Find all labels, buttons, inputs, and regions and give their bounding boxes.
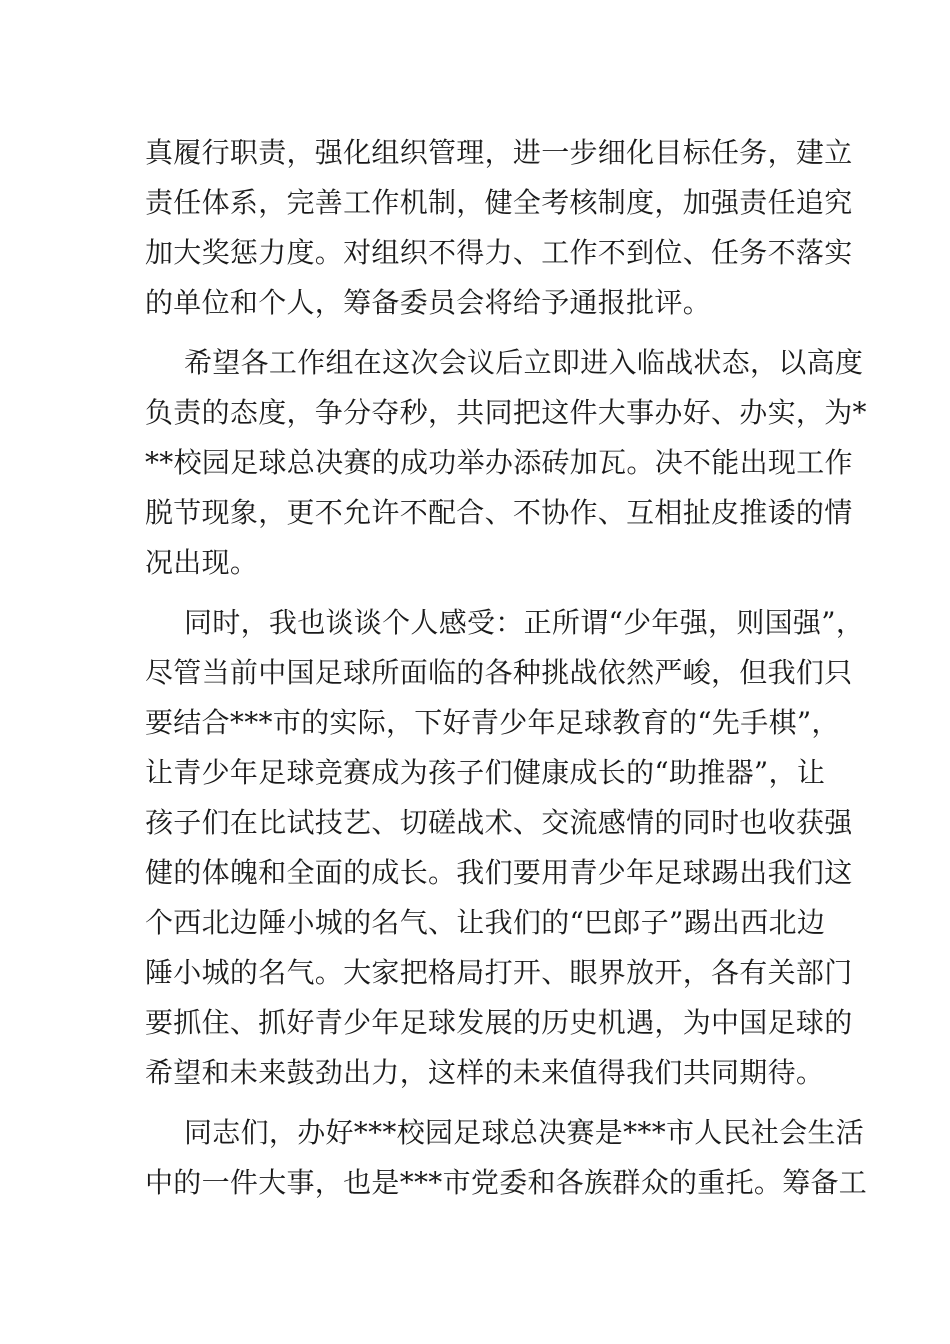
text-line: 让青少年足球竞赛成为孩子们健康成长的“助推器”，让	[145, 756, 826, 789]
text-line: 加大奖惩力度。对组织不得力、工作不到位、任务不落实	[145, 236, 853, 269]
paragraph-first-line: 同时，我也谈谈个人感受：正所谓“少年强，则国强”，	[184, 606, 865, 639]
text-line: 尽管当前中国足球所面临的各种挑战依然严峻，但我们只	[145, 656, 853, 689]
text-line: 责任体系，完善工作机制，健全考核制度，加强责任追究	[145, 186, 853, 219]
text-line: 要抓住、抓好青少年足球发展的历史机遇，为中国足球的	[145, 1006, 853, 1039]
text-line: **校园足球总决赛的成功举办添砖加瓦。决不能出现工作	[145, 446, 853, 479]
text-line: 陲小城的名气。大家把格局打开、眼界放开，各有关部门	[145, 956, 853, 989]
text-line: 要结合***市的实际，下好青少年足球教育的“先手棋”，	[145, 706, 840, 739]
text-line: 孩子们在比试技艺、切磋战术、交流感情的同时也收获强	[145, 806, 853, 839]
text-line: 健的体魄和全面的成长。我们要用青少年足球踢出我们这	[145, 856, 853, 889]
text-line: 希望和未来鼓劲出力，这样的未来值得我们共同期待。	[145, 1056, 825, 1089]
paragraph-first-line: 希望各工作组在这次会议后立即进入临战状态，以高度	[184, 346, 864, 379]
text-line: 的单位和个人，筹备委员会将给予通报批评。	[145, 286, 712, 319]
text-line: 脱节现象，更不允许不配合、不协作、互相扯皮推诿的情	[145, 496, 853, 529]
text-line: 中的一件大事，也是***市党委和各族群众的重托。筹备工	[145, 1166, 868, 1199]
text-line: 负责的态度，争分夺秒，共同把这件大事办好、办实，为*	[145, 396, 867, 429]
text-line: 况出现。	[145, 546, 259, 579]
text-line: 个西北边陲小城的名气、让我们的“巴郎子”踢出西北边	[145, 906, 826, 939]
text-line: 真履行职责，强化组织管理，进一步细化目标任务，建立	[145, 136, 853, 169]
paragraph-first-line: 同志们，办好***校园足球总决赛是***市人民社会生活	[184, 1116, 865, 1149]
